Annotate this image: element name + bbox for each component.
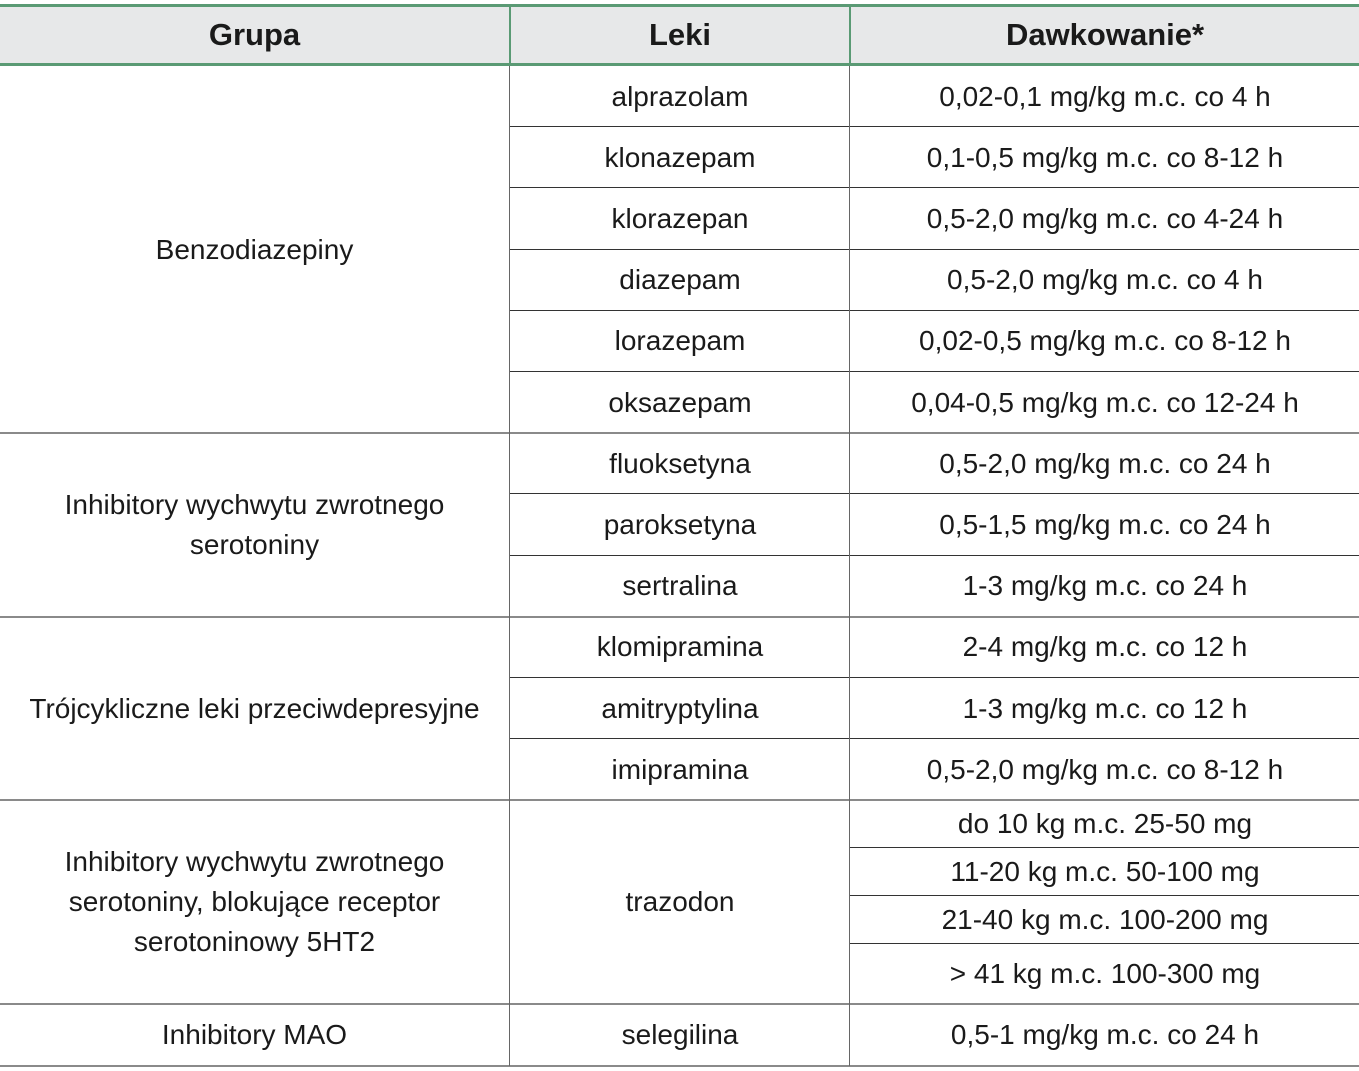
table-header — [0, 4, 1359, 66]
dose-cell: 0,5-1,5 mg/kg m.c. co 24 h — [939, 508, 1271, 540]
dose-cell: 0,5-2,0 mg/kg m.c. co 24 h — [939, 447, 1271, 479]
dose-cell: > 41 kg m.c. 100-300 mg — [949, 958, 1261, 990]
drug-cell: oksazepam — [608, 386, 752, 418]
group-cell: Inhibitory wychwytu zwrotnego serotoniny, blokujące receptor serotoninowy 5HT2 — [64, 846, 445, 958]
drug-cell: sertralina — [622, 570, 738, 602]
drug-cell: klorazepan — [611, 202, 749, 234]
group-cell: Benzodiazepiny — [155, 233, 354, 265]
drug-cell: amitryptylina — [601, 692, 759, 724]
dose-cell: 1-3 mg/kg m.c. co 24 h — [962, 570, 1248, 602]
dose-cell: 0,5-1 mg/kg m.c. co 24 h — [950, 1018, 1260, 1050]
dose-cell: 0,02-0,5 mg/kg m.c. co 8-12 h — [919, 325, 1291, 357]
drug-cell: klomipramina — [596, 631, 764, 663]
drug-cell: alprazolam — [611, 80, 749, 112]
dose-cell: 0,5-2,0 mg/kg m.c. co 8-12 h — [926, 753, 1284, 785]
column-divider — [509, 66, 510, 1066]
drug-cell: trazodon — [625, 886, 735, 918]
dose-cell: 0,02-0,1 mg/kg m.c. co 4 h — [939, 80, 1271, 112]
group-cell: Inhibitory wychwytu zwrotnego serotoniny — [64, 488, 445, 560]
group-cell: Trójcykliczne leki przeciwdepresyjne — [29, 692, 480, 724]
dose-cell: 0,5-2,0 mg/kg m.c. co 4-24 h — [926, 202, 1284, 234]
dose-cell: 21-40 kg m.c. 100-200 mg — [941, 904, 1269, 936]
dose-cell: 0,5-2,0 mg/kg m.c. co 4 h — [947, 264, 1263, 296]
dose-cell: 0,1-0,5 mg/kg m.c. co 8-12 h — [926, 141, 1284, 173]
drug-cell: lorazepam — [614, 325, 746, 357]
drug-cell: imipramina — [611, 753, 749, 785]
dose-cell: do 10 kg m.c. 25-50 mg — [957, 808, 1253, 840]
dose-cell: 0,04-0,5 mg/kg m.c. co 12-24 h — [911, 386, 1299, 418]
dose-cell: 1-3 mg/kg m.c. co 12 h — [962, 692, 1248, 724]
header-leki: Leki — [648, 17, 712, 52]
header-dawkowanie: Dawkowanie* — [1005, 17, 1205, 52]
drug-cell: paroksetyna — [603, 508, 757, 540]
group-cell: Inhibitory MAO — [161, 1018, 348, 1050]
drug-cell: klonazepam — [604, 141, 756, 173]
dose-cell: 2-4 mg/kg m.c. co 12 h — [962, 631, 1248, 663]
drug-cell: fluoksetyna — [609, 447, 751, 479]
drug-cell: selegilina — [621, 1018, 739, 1050]
header-grupa: Grupa — [208, 17, 301, 52]
drug-dosage-table — [0, 4, 1359, 1071]
drug-cell: diazepam — [619, 264, 741, 296]
dose-cell: 11-20 kg m.c. 50-100 mg — [950, 856, 1260, 888]
column-divider — [849, 66, 850, 1066]
group-divider — [0, 1065, 1359, 1067]
